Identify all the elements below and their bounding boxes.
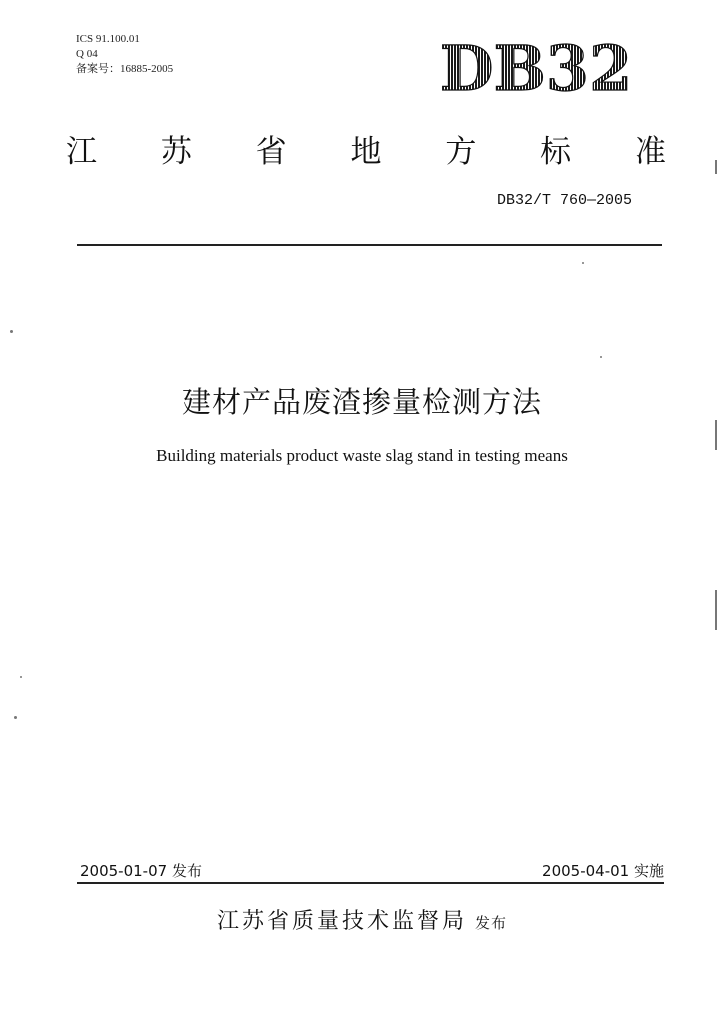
implement-date: 2005-04-01 实施 xyxy=(542,862,664,880)
category-code: Q 04 xyxy=(76,48,98,60)
classification-block xyxy=(76,32,173,77)
scan-speck xyxy=(20,676,22,678)
issuer-suffix: 发布 xyxy=(475,914,508,932)
organization-title xyxy=(66,126,666,171)
scan-speck xyxy=(715,420,717,450)
scan-speck xyxy=(715,160,717,174)
scan-speck xyxy=(582,262,584,264)
org-char: 准 xyxy=(634,134,666,170)
org-char: 方 xyxy=(445,134,477,170)
scan-speck xyxy=(10,330,13,333)
scan-speck xyxy=(14,716,17,719)
svg-text:DB32: DB32 xyxy=(439,32,633,100)
scan-speck xyxy=(600,356,602,358)
document-title-english: Building materials product waste slag stand in testing means xyxy=(156,446,568,465)
top-divider xyxy=(77,244,662,246)
org-char: 江 xyxy=(66,134,97,170)
org-char: 地 xyxy=(350,134,382,170)
org-char: 省 xyxy=(255,134,287,170)
issuing-authority xyxy=(0,904,724,935)
org-char: 标 xyxy=(540,134,572,170)
document-title-chinese: 建材产品废渣掺量检测方法 xyxy=(181,385,542,419)
bottom-divider xyxy=(77,882,664,884)
publish-date: 2005-01-07 发布 xyxy=(80,862,202,880)
scan-speck xyxy=(715,590,717,630)
db32-logo xyxy=(436,30,636,100)
issuer-name: 江苏省质量技术监督局 xyxy=(216,909,467,934)
filing-number: 备案号：16885-2005 xyxy=(76,63,174,75)
standard-code: DB32/T 760—2005 xyxy=(496,192,632,209)
ics-code: ICS 91.100.01 xyxy=(76,33,140,45)
org-char: 苏 xyxy=(160,134,192,170)
